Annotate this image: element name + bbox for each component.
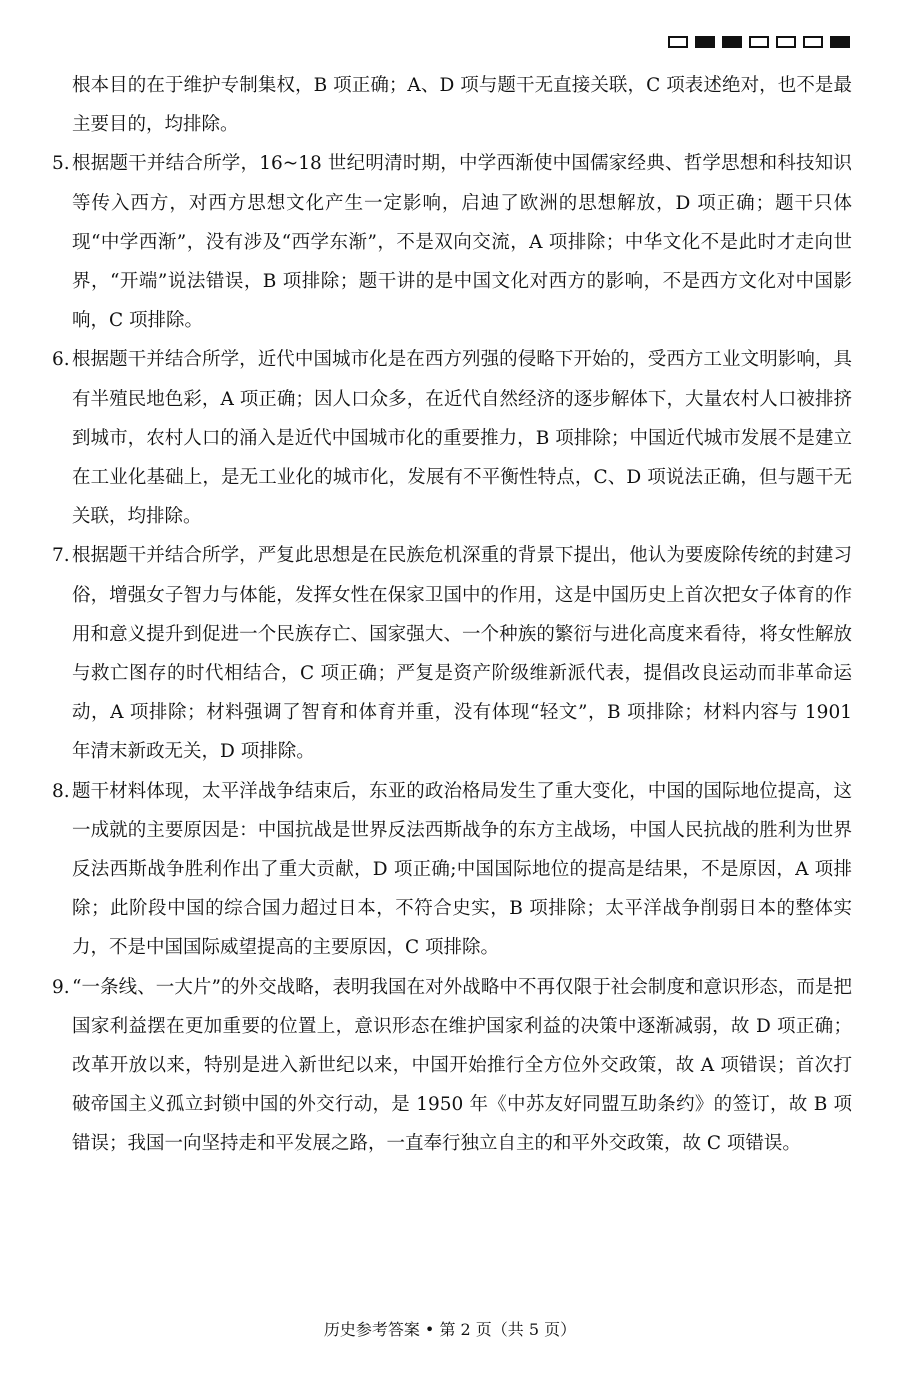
page-footer: 历史参考答案 • 第 2 页（共 5 页）	[323, 1320, 577, 1339]
answer-item-6	[52, 340, 852, 536]
corner-mark-3	[722, 36, 742, 48]
corner-mark-6	[803, 36, 823, 48]
answer-number: 7.	[52, 545, 70, 567]
answer-text: 题干材料体现，太平洋战争结束后，东亚的政治格局发生了重大变化，中国的国际地位提高，这一成就的主要原因是：中国抗战是世界反法西斯战争的东方主战场，中国人民抗战的胜利为世界反法西斯战争胜利作出了重大贡献，D 项正确;中国国际地位的提高是结果，不是原因，A 项排除；此阶段中国的综合国力超过日本，不符合史实，B 项排除；太平洋战争削弱日本的整体实力，不是中国国际威望提高的主要原因，C 项排除。	[72, 780, 852, 959]
answer-item-9	[52, 968, 852, 1164]
answer-text: “一条线、一大片”的外交战略，表明我国在对外战略中不再仅限于社会制度和意识形态，而是把国家利益摆在更加重要的位置上，意识形态在维护国家利益的决策中逐渐减弱，故 D 项正确；改革开放以来，特别是进入新世纪以来，中国开始推行全方位外交政策，故 A 项错误；首次打破帝国主义孤立封锁中国的外交行动，是 1950 年《中苏友好同盟互助条约》的签订，故 B 项错误；我国一向坚持走和平发展之路，一直奉行独立自主的和平外交政策，故 C 项错误。	[72, 976, 852, 1155]
answer-text: 根据题干并结合所学，16~18 世纪明清时期，中学西渐使中国儒家经典、哲学思想和科技知识等传入西方，对西方思想文化产生一定影响，启迪了欧洲的思想解放，D 项正确；题干只体现“中学西渐”，没有涉及“西学东渐”，不是双向交流，A 项排除；中华文化不是此时才走向世界，“开端”说法错误，B 项排除；题干讲的是中国文化对西方的影响，不是西方文化对中国影响，C 项排除。	[72, 153, 852, 332]
continuation-paragraph: 根本目的在于维护专制集权，B 项正确；A、D 项与题干无直接关联，C 项表述绝对，也不是最主要目的，均排除。	[72, 75, 852, 136]
answer-text: 根据题干并结合所学，近代中国城市化是在西方列强的侵略下开始的，受西方工业文明影响，具有半殖民地色彩，A 项正确；因人口众多，在近代自然经济的逐步解体下，大量农村人口被排挤到城市，农村人口的涌入是近代中国城市化的重要推力，B 项排除；中国近代城市发展不是建立在工业化基础上，是无工业化的城市化，发展有不平衡性特点，C、D 项说法正确，但与题干无关联，均排除。	[72, 349, 852, 528]
answer-number: 6.	[52, 349, 70, 371]
answer-number: 8.	[52, 780, 70, 802]
answer-text: 根据题干并结合所学，严复此思想是在民族危机深重的背景下提出，他认为要废除传统的封建习俗，增强女子智力与体能，发挥女性在保家卫国中的作用，这是中国历史上首次把女子体育的作用和意义提升到促进一个民族存亡、国家强大、一个种族的繁衍与进化高度来看待，将女性解放与救亡图存的时代相结合，C 项正确；严复是资产阶级维新派代表，提倡改良运动而非革命运动，A 项排除；材料强调了智育和体育并重，没有体现“轻文”，B 项排除；材料内容与 1901 年清末新政无关，D 项排除。	[72, 545, 852, 763]
corner-mark-2	[695, 36, 715, 48]
answer-item-8	[52, 772, 852, 968]
corner-mark-7	[830, 36, 850, 48]
answer-content	[52, 66, 852, 1164]
answer-item-5	[52, 144, 852, 340]
corner-mark-5	[776, 36, 796, 48]
answer-number: 5.	[52, 153, 70, 175]
answer-number: 9.	[52, 976, 70, 998]
answer-item-7	[52, 536, 852, 771]
corner-mark-1	[668, 36, 688, 48]
corner-mark-4	[749, 36, 769, 48]
corner-marks	[668, 36, 850, 48]
